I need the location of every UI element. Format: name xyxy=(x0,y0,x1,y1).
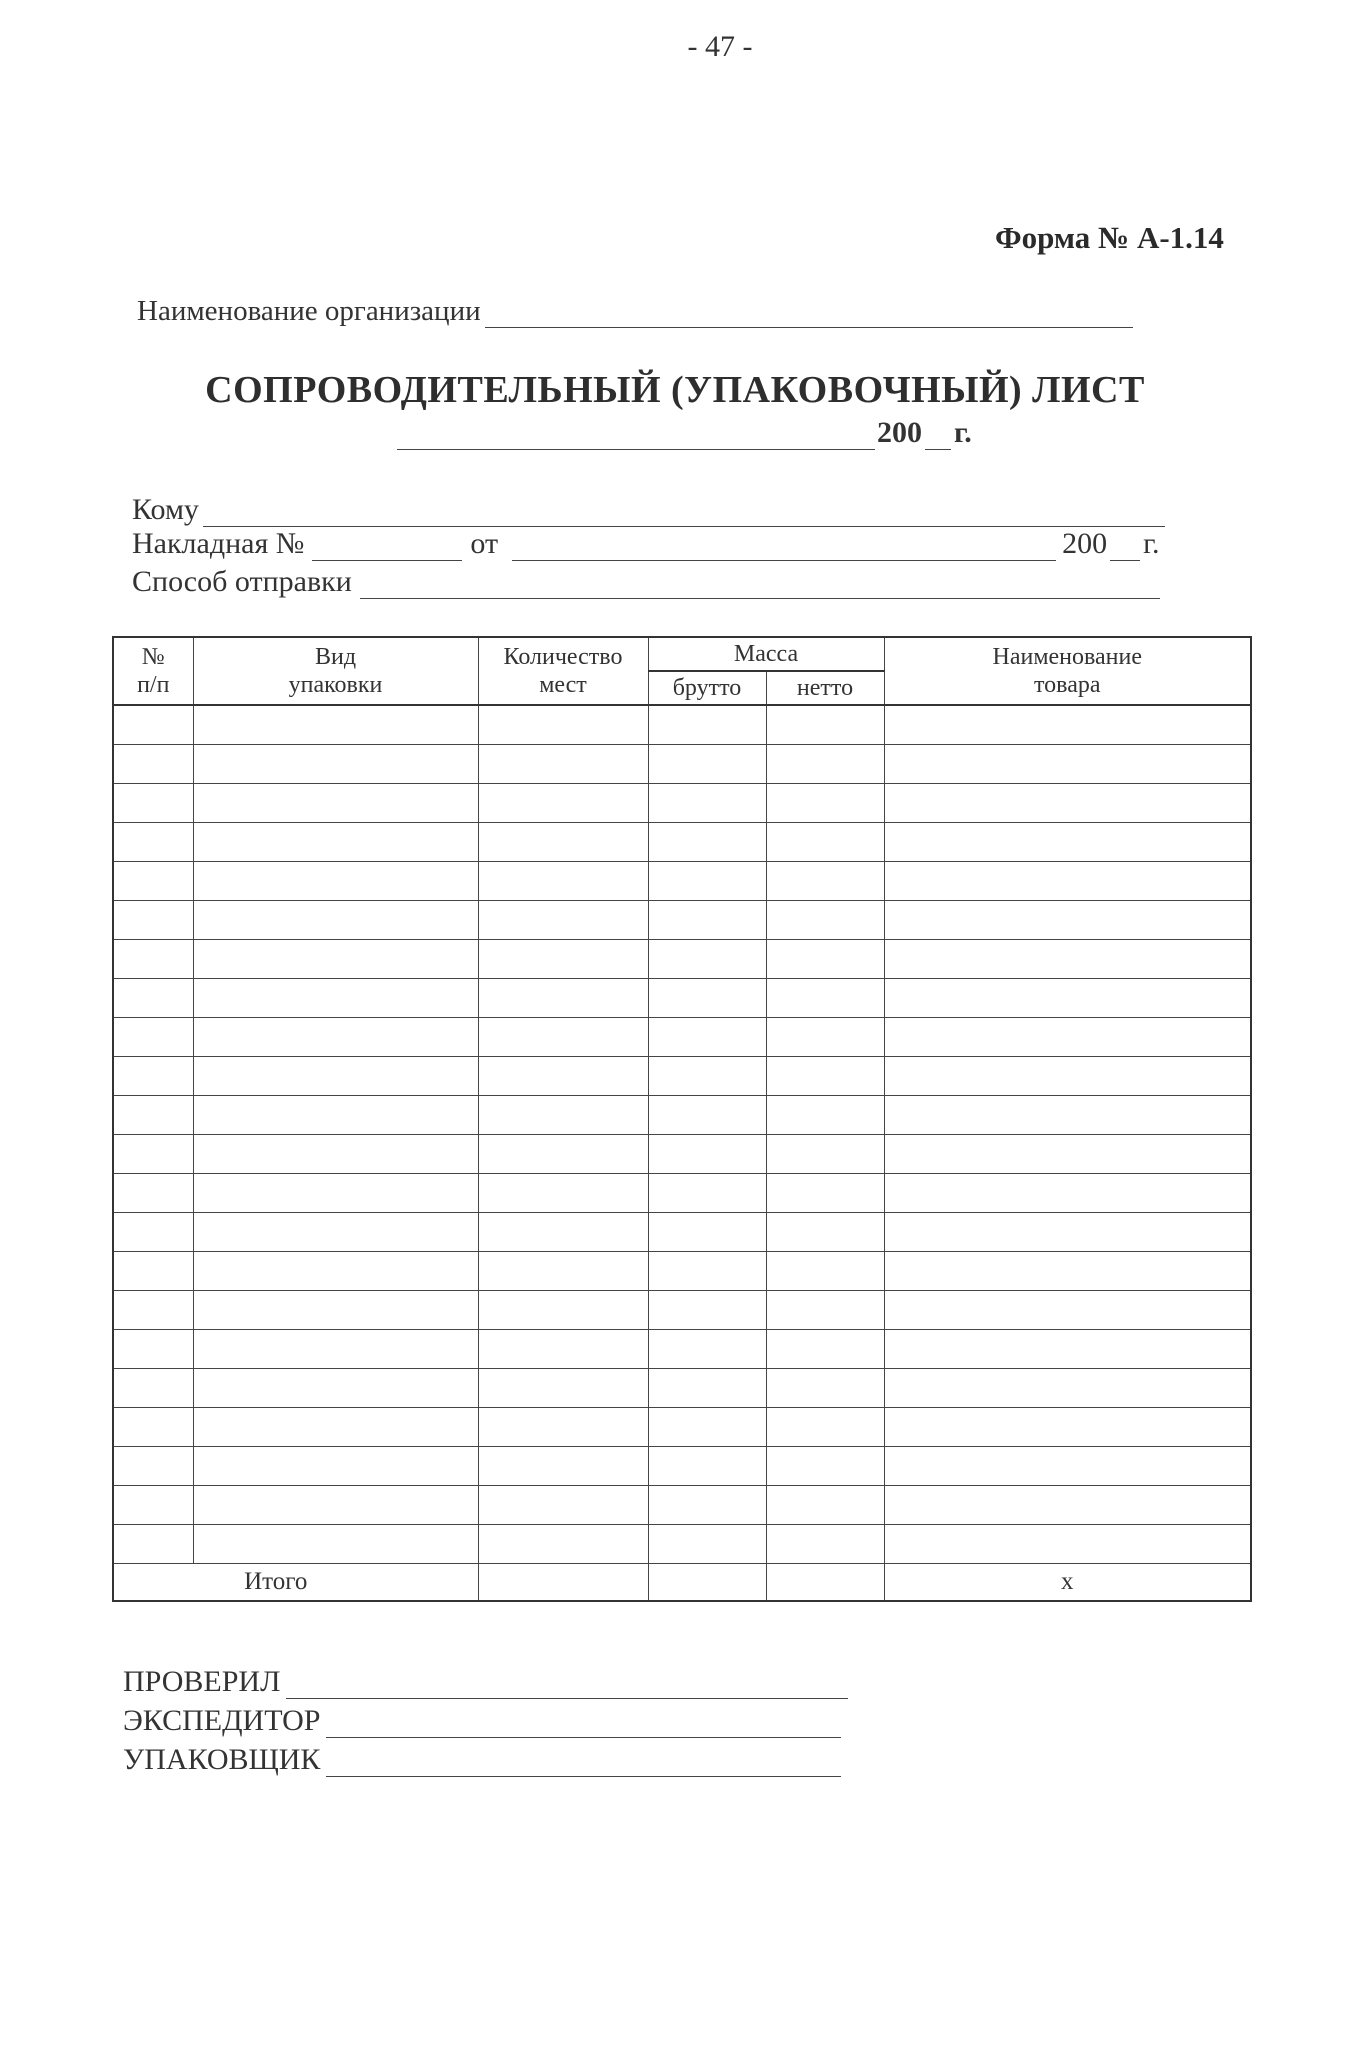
cell-goods-name[interactable] xyxy=(884,745,1251,784)
table-row xyxy=(113,862,1251,901)
cell-package-type[interactable] xyxy=(193,823,478,862)
cell-places-count[interactable] xyxy=(478,1447,648,1486)
cell-places-count[interactable] xyxy=(478,1252,648,1291)
shipping-method-blank[interactable] xyxy=(360,568,1160,599)
cell-number[interactable] xyxy=(113,1525,193,1564)
cell-net[interactable] xyxy=(766,784,884,823)
invoice-year-blank[interactable] xyxy=(1110,530,1140,561)
cell-goods-name[interactable] xyxy=(884,1408,1251,1447)
cell-number[interactable] xyxy=(113,784,193,823)
cell-package-type[interactable] xyxy=(193,745,478,784)
header-net: нетто xyxy=(766,671,884,705)
cell-number[interactable] xyxy=(113,1057,193,1096)
cell-gross[interactable] xyxy=(648,1330,766,1369)
cell-package-type[interactable] xyxy=(193,1408,478,1447)
cell-places-count[interactable] xyxy=(478,1330,648,1369)
header-number-line2: п/п xyxy=(137,672,170,698)
cell-package-type[interactable] xyxy=(193,1330,478,1369)
cell-net[interactable] xyxy=(766,1213,884,1252)
cell-net[interactable] xyxy=(766,862,884,901)
total-net-cell[interactable] xyxy=(766,1564,884,1602)
table-row xyxy=(113,745,1251,784)
total-label: Итого xyxy=(113,1564,478,1602)
cell-goods-name[interactable] xyxy=(884,979,1251,1018)
header-number-line1: № xyxy=(141,644,165,670)
cell-places-count[interactable] xyxy=(478,1213,648,1252)
cell-number[interactable] xyxy=(113,1330,193,1369)
cell-package-type[interactable] xyxy=(193,1057,478,1096)
table-row xyxy=(113,1135,1251,1174)
header-package-line2: упаковки xyxy=(288,672,383,698)
cell-number[interactable] xyxy=(113,1018,193,1057)
cell-number[interactable] xyxy=(113,940,193,979)
header-goods-line1: Наименование xyxy=(992,644,1143,670)
cell-package-type[interactable] xyxy=(193,1018,478,1057)
signature-row-forwarder xyxy=(123,1699,852,1738)
cell-number[interactable] xyxy=(113,979,193,1018)
document-year-suffix: г. xyxy=(954,416,972,449)
cell-net[interactable] xyxy=(766,1291,884,1330)
invoice-from-label: от xyxy=(470,527,499,560)
header-gross: брутто xyxy=(648,671,766,705)
cell-gross[interactable] xyxy=(648,705,766,745)
signature-blank-packer[interactable] xyxy=(326,1746,841,1777)
signature-label-forwarder: ЭКСПЕДИТОР xyxy=(123,1704,321,1737)
cell-goods-name[interactable] xyxy=(884,1096,1251,1135)
cell-places-count[interactable] xyxy=(478,1018,648,1057)
cell-goods-name[interactable] xyxy=(884,901,1251,940)
total-places-cell[interactable] xyxy=(478,1564,648,1602)
cell-number[interactable] xyxy=(113,1291,193,1330)
cell-net[interactable] xyxy=(766,705,884,745)
cell-net[interactable] xyxy=(766,1174,884,1213)
cell-net[interactable] xyxy=(766,1135,884,1174)
table-row xyxy=(113,1486,1251,1525)
cell-goods-name[interactable] xyxy=(884,940,1251,979)
cell-goods-name[interactable] xyxy=(884,823,1251,862)
cell-number[interactable] xyxy=(113,1174,193,1213)
cell-gross[interactable] xyxy=(648,1213,766,1252)
cell-gross[interactable] xyxy=(648,1486,766,1525)
cell-package-type[interactable] xyxy=(193,1369,478,1408)
document-date-row xyxy=(393,416,972,450)
cell-gross[interactable] xyxy=(648,862,766,901)
cell-gross[interactable] xyxy=(648,1291,766,1330)
cell-gross[interactable] xyxy=(648,1369,766,1408)
invoice-year-suffix: г. xyxy=(1143,527,1160,560)
table-row xyxy=(113,1408,1251,1447)
signature-blank-checked[interactable] xyxy=(286,1668,848,1699)
cell-gross[interactable] xyxy=(648,901,766,940)
table-row xyxy=(113,1291,1251,1330)
cell-package-type[interactable] xyxy=(193,901,478,940)
cell-package-type[interactable] xyxy=(193,784,478,823)
total-row xyxy=(113,1564,1251,1602)
cell-places-count[interactable] xyxy=(478,979,648,1018)
cell-goods-name[interactable] xyxy=(884,1330,1251,1369)
cell-package-type[interactable] xyxy=(193,1213,478,1252)
form-number: Форма № А-1.14 xyxy=(995,220,1224,255)
cell-places-count[interactable] xyxy=(478,1408,648,1447)
packing-table xyxy=(112,636,1252,1602)
cell-gross[interactable] xyxy=(648,745,766,784)
cell-net[interactable] xyxy=(766,1369,884,1408)
cell-net[interactable] xyxy=(766,823,884,862)
document-date-blank[interactable] xyxy=(397,419,875,450)
table-row xyxy=(113,1447,1251,1486)
table-row xyxy=(113,940,1251,979)
cell-number[interactable] xyxy=(113,745,193,784)
document-year-blank[interactable] xyxy=(925,419,951,450)
cell-net[interactable] xyxy=(766,1096,884,1135)
cell-number[interactable] xyxy=(113,1096,193,1135)
document-year-prefix: 200 xyxy=(877,416,922,449)
cell-gross[interactable] xyxy=(648,1057,766,1096)
cell-package-type[interactable] xyxy=(193,1174,478,1213)
cell-package-type[interactable] xyxy=(193,1096,478,1135)
table-row xyxy=(113,705,1251,745)
cell-number[interactable] xyxy=(113,901,193,940)
cell-number[interactable] xyxy=(113,1369,193,1408)
cell-gross[interactable] xyxy=(648,1018,766,1057)
cell-net[interactable] xyxy=(766,1408,884,1447)
cell-package-type[interactable] xyxy=(193,1291,478,1330)
table-row xyxy=(113,784,1251,823)
table-row xyxy=(113,979,1251,1018)
cell-net[interactable] xyxy=(766,979,884,1018)
header-package-line1: Вид xyxy=(314,644,357,670)
cell-net[interactable] xyxy=(766,940,884,979)
cell-package-type[interactable] xyxy=(193,1486,478,1525)
cell-gross[interactable] xyxy=(648,1096,766,1135)
table-row xyxy=(113,1018,1251,1057)
organization-row xyxy=(137,295,1137,328)
cell-places-count[interactable] xyxy=(478,1174,648,1213)
header-places-line2: мест xyxy=(539,672,587,698)
cell-places-count[interactable] xyxy=(478,1525,648,1564)
cell-places-count[interactable] xyxy=(478,862,648,901)
cell-places-count[interactable] xyxy=(478,823,648,862)
invoice-date-blank[interactable] xyxy=(512,530,1056,561)
shipping-method-row xyxy=(132,565,1164,599)
cell-gross[interactable] xyxy=(648,1447,766,1486)
cell-goods-name[interactable] xyxy=(884,784,1251,823)
cell-gross[interactable] xyxy=(648,1525,766,1564)
cell-goods-name[interactable] xyxy=(884,1369,1251,1408)
cell-gross[interactable] xyxy=(648,979,766,1018)
cell-goods-name[interactable] xyxy=(884,1135,1251,1174)
cell-gross[interactable] xyxy=(648,784,766,823)
signatures-block xyxy=(123,1660,852,1777)
cell-package-type[interactable] xyxy=(193,1525,478,1564)
organization-label: Наименование организации xyxy=(137,295,481,327)
document-title: СОПРОВОДИТЕЛЬНЫЙ (УПАКОВОЧНЫЙ) ЛИСТ xyxy=(205,369,1145,411)
cell-goods-name[interactable] xyxy=(884,1447,1251,1486)
to-row xyxy=(132,493,1169,527)
packing-table-body xyxy=(113,705,1251,1601)
invoice-row xyxy=(132,527,1160,561)
table-row xyxy=(113,1174,1251,1213)
cell-package-type[interactable] xyxy=(193,705,478,745)
signature-row-checked xyxy=(123,1660,852,1699)
cell-gross[interactable] xyxy=(648,940,766,979)
cell-net[interactable] xyxy=(766,1447,884,1486)
cell-number[interactable] xyxy=(113,823,193,862)
cell-number[interactable] xyxy=(113,1135,193,1174)
cell-number[interactable] xyxy=(113,862,193,901)
header-places-line1: Количество xyxy=(503,644,623,670)
header-mass: Масса xyxy=(648,637,884,671)
cell-goods-name[interactable] xyxy=(884,705,1251,745)
cell-places-count[interactable] xyxy=(478,705,648,745)
cell-places-count[interactable] xyxy=(478,901,648,940)
signature-row-packer xyxy=(123,1738,852,1777)
invoice-year-prefix: 200 xyxy=(1062,527,1108,560)
cell-gross[interactable] xyxy=(648,1135,766,1174)
invoice-label: Накладная № xyxy=(132,527,305,560)
cell-goods-name[interactable] xyxy=(884,1174,1251,1213)
cell-package-type[interactable] xyxy=(193,1447,478,1486)
cell-gross[interactable] xyxy=(648,823,766,862)
cell-gross[interactable] xyxy=(648,1252,766,1291)
cell-number[interactable] xyxy=(113,1252,193,1291)
cell-goods-name[interactable] xyxy=(884,1525,1251,1564)
cell-gross[interactable] xyxy=(648,1174,766,1213)
cell-goods-name[interactable] xyxy=(884,1057,1251,1096)
cell-places-count[interactable] xyxy=(478,745,648,784)
cell-places-count[interactable] xyxy=(478,1486,648,1525)
cell-number[interactable] xyxy=(113,1486,193,1525)
cell-places-count[interactable] xyxy=(478,1096,648,1135)
table-row xyxy=(113,1330,1251,1369)
organization-blank[interactable] xyxy=(485,297,1133,328)
table-row xyxy=(113,901,1251,940)
cell-goods-name[interactable] xyxy=(884,1252,1251,1291)
cell-goods-name[interactable] xyxy=(884,862,1251,901)
cell-package-type[interactable] xyxy=(193,862,478,901)
cell-net[interactable] xyxy=(766,1018,884,1057)
cell-number[interactable] xyxy=(113,1447,193,1486)
to-blank[interactable] xyxy=(203,496,1165,527)
cell-places-count[interactable] xyxy=(478,1291,648,1330)
cell-places-count[interactable] xyxy=(478,1369,648,1408)
cell-net[interactable] xyxy=(766,1525,884,1564)
total-gross-cell[interactable] xyxy=(648,1564,766,1602)
cell-net[interactable] xyxy=(766,1486,884,1525)
header-goods-name xyxy=(884,637,1251,705)
cell-net[interactable] xyxy=(766,1330,884,1369)
cell-goods-name[interactable] xyxy=(884,1486,1251,1525)
cell-net[interactable] xyxy=(766,1252,884,1291)
cell-number[interactable] xyxy=(113,705,193,745)
cell-package-type[interactable] xyxy=(193,979,478,1018)
page-number: - 47 - xyxy=(687,30,753,63)
table-row xyxy=(113,1096,1251,1135)
table-row xyxy=(113,1057,1251,1096)
invoice-number-blank[interactable] xyxy=(312,530,462,561)
cell-package-type[interactable] xyxy=(193,940,478,979)
header-number xyxy=(113,637,193,705)
table-row xyxy=(113,1252,1251,1291)
table-row xyxy=(113,1213,1251,1252)
shipping-method-label: Способ отправки xyxy=(132,565,352,598)
table-row xyxy=(113,1525,1251,1564)
cell-places-count[interactable] xyxy=(478,784,648,823)
signature-label-checked: ПРОВЕРИЛ xyxy=(123,1665,281,1698)
cell-net[interactable] xyxy=(766,901,884,940)
cell-goods-name[interactable] xyxy=(884,1018,1251,1057)
cell-net[interactable] xyxy=(766,1057,884,1096)
signature-blank-forwarder[interactable] xyxy=(326,1707,841,1738)
header-goods-line2: товара xyxy=(1034,672,1101,698)
signature-label-packer: УПАКОВЩИК xyxy=(123,1743,321,1776)
header-places-count xyxy=(478,637,648,705)
table-row xyxy=(113,1369,1251,1408)
cell-goods-name[interactable] xyxy=(884,1213,1251,1252)
cell-package-type[interactable] xyxy=(193,1135,478,1174)
cell-places-count[interactable] xyxy=(478,1135,648,1174)
cell-places-count[interactable] xyxy=(478,1057,648,1096)
cell-number[interactable] xyxy=(113,1213,193,1252)
cell-net[interactable] xyxy=(766,745,884,784)
cell-goods-name[interactable] xyxy=(884,1291,1251,1330)
table-row xyxy=(113,823,1251,862)
header-package-type xyxy=(193,637,478,705)
cell-number[interactable] xyxy=(113,1408,193,1447)
cell-places-count[interactable] xyxy=(478,940,648,979)
packing-table-wrapper xyxy=(112,636,1250,1602)
cell-package-type[interactable] xyxy=(193,1252,478,1291)
to-label: Кому xyxy=(132,493,199,526)
cell-gross[interactable] xyxy=(648,1408,766,1447)
total-goods-mark: х xyxy=(884,1564,1251,1602)
